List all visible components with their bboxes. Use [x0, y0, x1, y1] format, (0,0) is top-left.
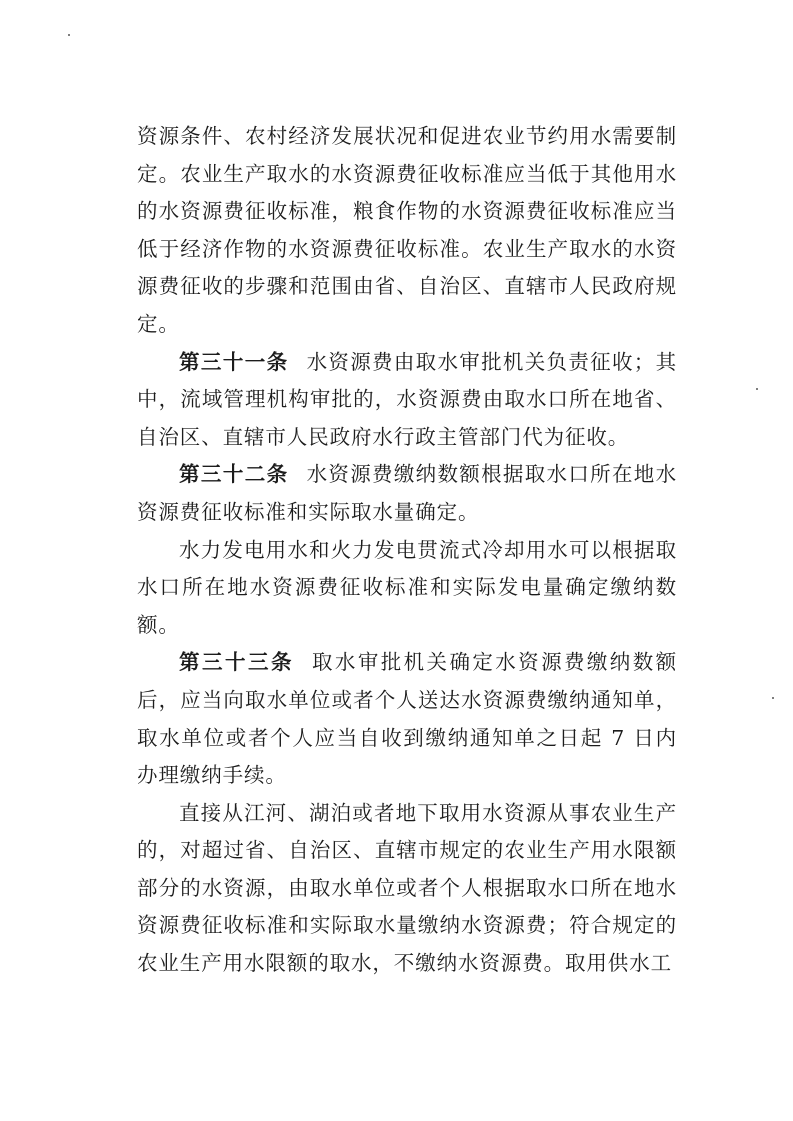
- article-paragraph: [137, 456, 677, 531]
- paragraph-text: 水资源费由取水审批机关负责征收；其中，流域管理机构审批的，水资源费由取水口所在地省、自治区、直辖市人民政府水行政主管部门代为征收。: [137, 349, 677, 449]
- article-number: 第三十三条: [179, 650, 295, 675]
- document-body: [137, 118, 677, 983]
- paragraph: [137, 118, 677, 344]
- scan-speck: [756, 388, 758, 390]
- paragraph-text: 资源条件、农村经济发展状况和促进农业节约用水需要制定。农业生产取水的水资源费征收标准应当低于其他用水的水资源费征收标准，粮食作物的水资源费征收标准应当低于经济作物的水资源费征收标准。农业生产取水的水资源费征收的步骤和范围由省、自治区、直辖市人民政府规定。: [137, 124, 677, 336]
- paragraph-text: 取水审批机关确定水资源费缴纳数额后，应当向取水单位或者个人送达水资源费缴纳通知单，取水单位或者个人应当自收到缴纳通知单之日起 7 日内办理缴纳手续。: [137, 650, 678, 788]
- article-paragraph: [137, 344, 677, 457]
- article-paragraph: [137, 644, 677, 794]
- paragraph-text: 水资源费缴纳数额根据取水口所在地水资源费征收标准和实际取水量确定。: [137, 462, 677, 524]
- paragraph-text: 水力发电用水和火力发电贯流式冷却用水可以根据取水口所在地水资源费征收标准和实际发电量确定缴纳数额。: [137, 537, 677, 637]
- scan-speck: [68, 34, 70, 36]
- paragraph: [137, 795, 677, 983]
- article-number: 第三十二条: [179, 462, 289, 487]
- scan-speck: [772, 697, 774, 699]
- article-number: 第三十一条: [179, 349, 289, 374]
- paragraph-text: 直接从江河、湖泊或者地下取用水资源从事农业生产的，对超过省、自治区、直辖市规定的农业生产用水限额部分的水资源，由取水单位或者个人根据取水口所在地水资源费征收标准和实际取水量缴纳水资源费；符合规定的农业生产用水限额的取水，不缴纳水资源费。取用供水工: [137, 800, 677, 976]
- paragraph: [137, 532, 677, 645]
